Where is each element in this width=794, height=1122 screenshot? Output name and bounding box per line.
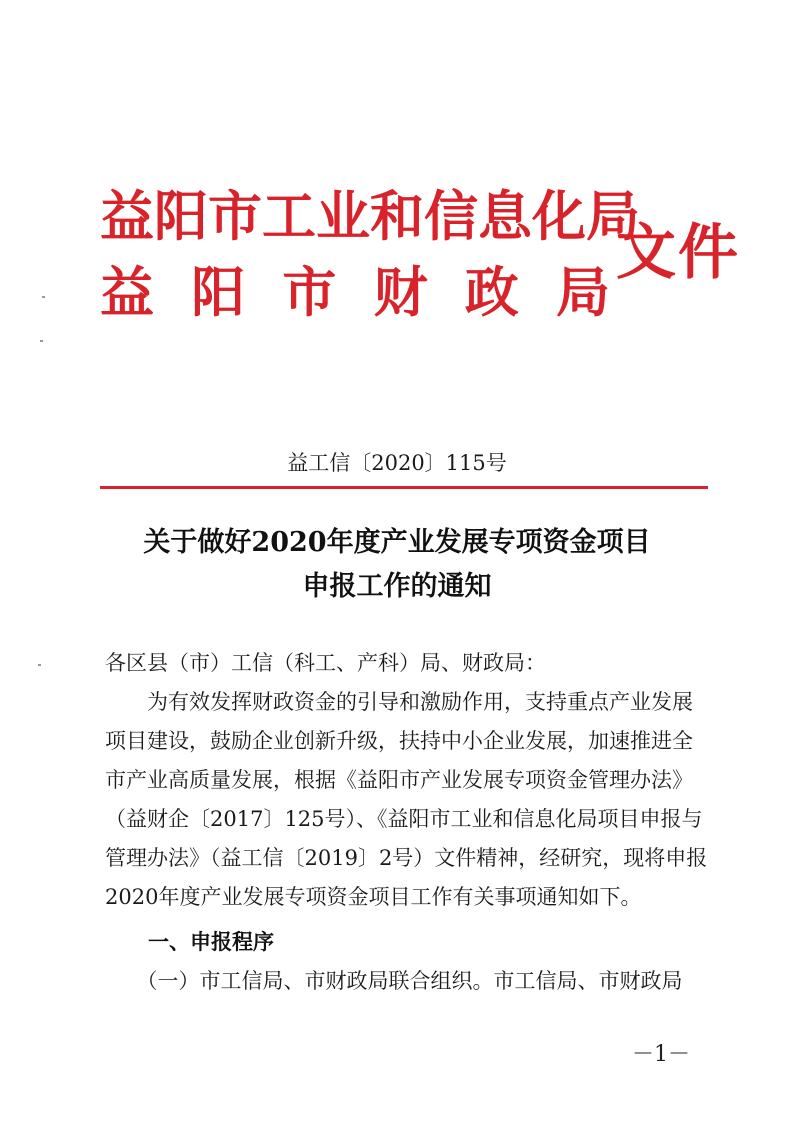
document-type-label: 文件 bbox=[616, 218, 740, 288]
header-char: 和 bbox=[370, 184, 424, 248]
header-char: 阳 bbox=[191, 260, 246, 324]
header-char: 信 bbox=[424, 184, 478, 248]
body-paragraph-line: 为有效发挥财政资金的引导和激励作用，支持重点产业发展 bbox=[105, 690, 693, 714]
section-heading: 一、申报程序 bbox=[148, 930, 274, 954]
header-char: 市 bbox=[208, 184, 262, 248]
header-char: 局 bbox=[555, 260, 610, 324]
header-char: 业 bbox=[316, 184, 370, 248]
body-paragraph-line: 市产业高质量发展，根据《益阳市产业发展专项资金管理办法》 bbox=[105, 768, 693, 792]
body-paragraph-line: 项目建设，鼓励企业创新升级，扶持中小企业发展，加速推进全 bbox=[105, 729, 693, 753]
page-number: －1－ bbox=[632, 1042, 690, 1067]
body-paragraph-line: 2020年度产业发展专项资金项目工作有关事项通知如下。 bbox=[105, 885, 642, 909]
header-char: 益 bbox=[100, 260, 154, 324]
document-title-line-2: 申报工作的通知 bbox=[302, 571, 492, 602]
header-char: 息 bbox=[478, 184, 532, 248]
header-char: 化 bbox=[532, 184, 586, 248]
header-char: 工 bbox=[262, 184, 316, 248]
recipients-line: 各区县（市）工信（科工、产科）局、财政局： bbox=[105, 651, 546, 675]
document-number: 益工信〔2020〕115号 bbox=[287, 451, 507, 475]
body-paragraph-line: （益财企〔2017〕125号）、《益阳市工业和信息化局项目申报与 bbox=[105, 807, 703, 831]
document-title-line-1: 关于做好2020年度产业发展专项资金项目 bbox=[143, 527, 651, 558]
header-char: 政 bbox=[464, 260, 519, 324]
header-char: 阳 bbox=[154, 184, 208, 248]
red-divider-line bbox=[100, 486, 708, 489]
issuer-name-line-2 bbox=[100, 262, 610, 322]
issuer-name-line-1 bbox=[100, 184, 640, 248]
header-char: 局 bbox=[586, 184, 640, 248]
scan-mark bbox=[40, 340, 43, 342]
header-char: 财 bbox=[373, 260, 428, 324]
body-paragraph-line: 管理办法》（益工信〔2019〕2号）文件精神，经研究，现将申报 bbox=[105, 846, 707, 870]
scan-mark bbox=[42, 296, 45, 298]
header-char: 益 bbox=[100, 184, 154, 248]
scan-mark bbox=[38, 664, 41, 666]
section-first-line: （一）市工信局、市财政局联合组织。市工信局、市财政局 bbox=[105, 969, 683, 993]
header-char: 市 bbox=[282, 260, 337, 324]
